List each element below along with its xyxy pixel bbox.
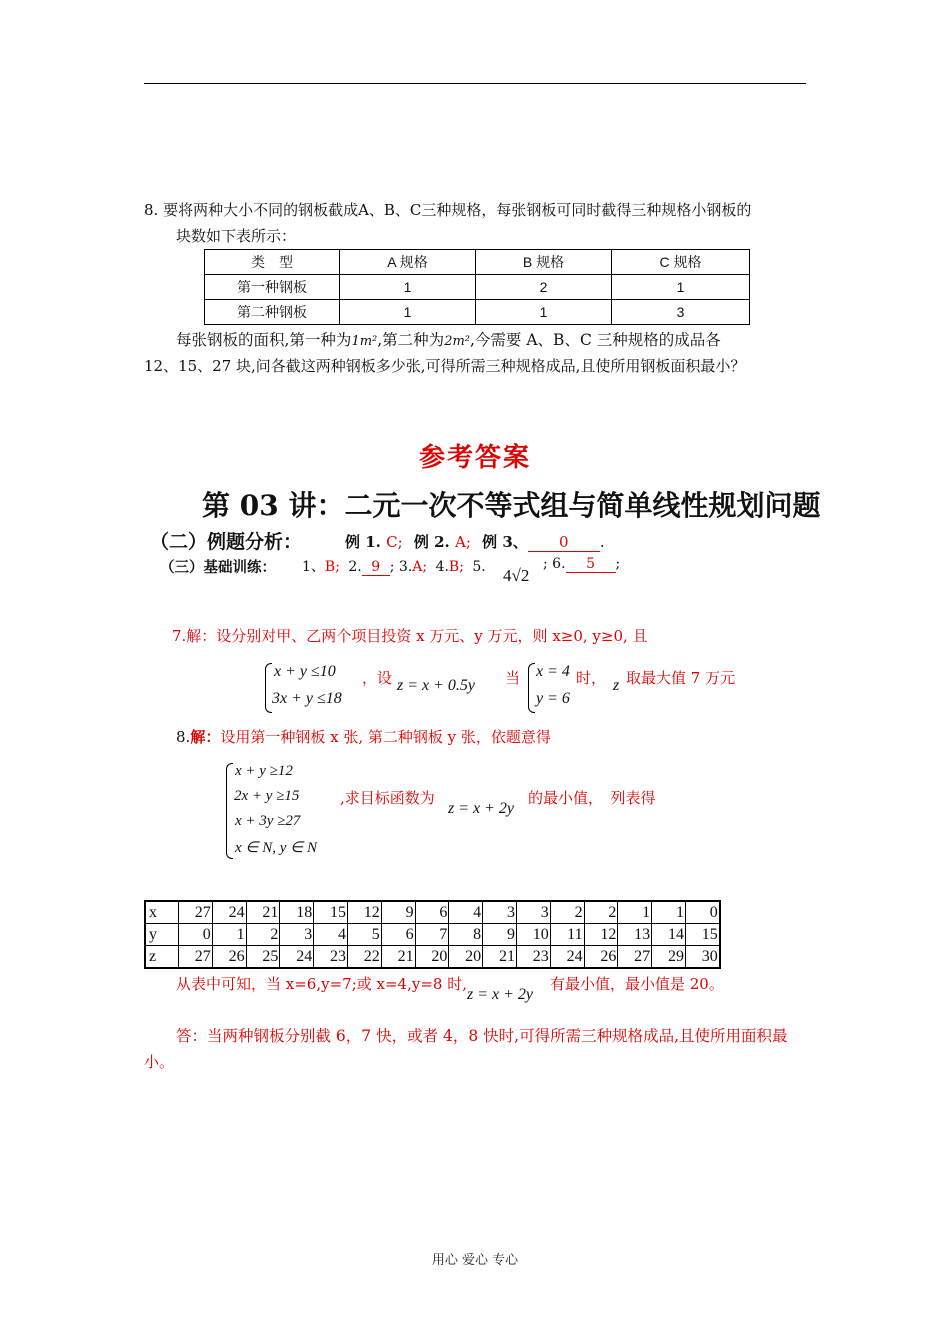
spec-cell: 3 xyxy=(612,300,750,325)
table-cell: 30 xyxy=(685,946,719,969)
spec-header-cell: A 规格 xyxy=(340,250,476,275)
table-cell: 13 xyxy=(618,924,652,946)
problem8-line1: 8. 要将两种大小不同的钢板截成A、B、C三种规格，每张钢板可同时截得三种规格小钢板的 xyxy=(144,201,752,219)
b2-answer: 9 xyxy=(362,559,390,576)
spec-header-cell: B 规格 xyxy=(476,250,612,275)
b5-answer: 4√2 xyxy=(503,566,530,585)
section3-label: （三）基础训练： xyxy=(160,559,276,576)
spec-table-row xyxy=(205,300,750,325)
sol8-answer-line2: 小。 xyxy=(144,1053,175,1071)
section2-answers xyxy=(345,531,605,552)
sol8-ineq: 2x + y ≥15 xyxy=(234,788,300,804)
sol8-answer-line1: 答：当两种钢板分别截 6，7 快，或者 4，8 快时,可得所需三种规格成品,且使所用面积最 xyxy=(176,1027,788,1045)
table-cell: 2 xyxy=(550,901,584,924)
sol7-z: z xyxy=(613,677,620,694)
sol7-cond-brace xyxy=(528,663,535,713)
ex2-answer: A; xyxy=(455,533,471,551)
table-cell: 20 xyxy=(449,946,483,969)
sol8-conclusion-objective: z = x + 2y xyxy=(467,986,534,1003)
table-cell: z xyxy=(145,946,179,969)
sol8-num: 8. xyxy=(176,728,191,746)
spec-cell: 第一种钢板 xyxy=(205,275,340,300)
spec-header-cell: 类 型 xyxy=(205,250,340,275)
problem8-line3 xyxy=(176,330,721,352)
table-cell: 27 xyxy=(618,946,652,969)
table-cell: 24 xyxy=(280,946,314,969)
table-cell: 29 xyxy=(652,946,686,969)
table-cell: 23 xyxy=(314,946,348,969)
b6-end: ; xyxy=(615,556,621,572)
sol8-jie: 解： xyxy=(190,728,221,746)
ex3-label: 例 3、 xyxy=(482,533,528,551)
ex1-answer: C; xyxy=(386,533,403,551)
line3-part-c: ,今需要 A、B、C 三种规格的成品各 xyxy=(470,331,721,349)
line3-part-a: 每张钢板的面积,第一种为 xyxy=(176,331,352,349)
b6-label: ; 6. xyxy=(543,556,566,572)
table-cell: 24 xyxy=(212,901,246,924)
table-cell: 2 xyxy=(584,901,618,924)
spec-cell: 第二种钢板 xyxy=(205,300,340,325)
table-cell: 8 xyxy=(449,924,483,946)
table-cell: 12 xyxy=(347,901,381,924)
table-cell: 22 xyxy=(347,946,381,969)
sol8-conclusion-a: 从表中可知，当 x=6,y=7;或 x=4,y=8 时, xyxy=(176,975,467,993)
spec-cell: 1 xyxy=(476,300,612,325)
table-cell: 3 xyxy=(516,901,550,924)
table-cell: y xyxy=(145,924,179,946)
spec-table-header xyxy=(205,250,750,275)
sol8-objective: z = x + 2y xyxy=(448,800,515,817)
table-cell: 27 xyxy=(179,946,213,969)
ex3-period: . xyxy=(599,533,605,551)
spec-cell: 2 xyxy=(476,275,612,300)
sol7-intro: 7.解：设分别对甲、乙两个项目投资 x 万元、y 万元，则 x≥0, y≥0, 且 xyxy=(172,627,648,645)
table-cell: 7 xyxy=(415,924,449,946)
sol8-ineq: x + 3y ≥27 xyxy=(235,813,301,829)
sol7-cond1: x = 4 xyxy=(536,663,570,680)
lecture-title: 第 03 讲：二元一次不等式组与简单线性规划问题 xyxy=(202,489,821,522)
table-cell: 15 xyxy=(314,901,348,924)
table-cell: 21 xyxy=(483,946,517,969)
sol8-intro-line xyxy=(176,727,551,747)
area2: 2m² xyxy=(444,334,470,349)
sol7-ineq2: 3x + y ≤18 xyxy=(272,690,342,707)
table-cell: 0 xyxy=(179,924,213,946)
problem8-line2: 块数如下表所示： xyxy=(176,227,297,245)
sol8-ineq: x + y ≥12 xyxy=(235,763,293,779)
b3-label: ; 3. xyxy=(389,559,413,575)
b1-label: 1、 xyxy=(302,559,325,575)
b6-group xyxy=(543,556,620,573)
table-row-y xyxy=(145,924,720,946)
table-cell: 21 xyxy=(246,901,280,924)
answers-title: 参考答案 xyxy=(418,443,531,473)
spec-cell: 1 xyxy=(340,275,476,300)
table-cell: 26 xyxy=(584,946,618,969)
spec-table xyxy=(204,249,750,325)
sol8-intro: 设用第一种钢板 x 张, 第二种钢板 y 张，依题意得 xyxy=(220,728,551,746)
sol7-result: 取最大值 7 万元 xyxy=(626,669,736,687)
sol8-tail: 的最小值， 列表得 xyxy=(528,789,656,807)
area1: 1m² xyxy=(351,334,378,349)
table-cell: x xyxy=(145,901,179,924)
table-cell: 0 xyxy=(685,901,719,924)
sol7-set-label: ，设 xyxy=(362,669,393,687)
table-cell: 12 xyxy=(584,924,618,946)
sol7-objective: z = x + 0.5y xyxy=(397,677,476,694)
ex3-answer: 0 xyxy=(528,533,600,552)
table-cell: 4 xyxy=(449,901,483,924)
sol8-target-label: ,求目标函数为 xyxy=(340,789,435,807)
table-cell: 4 xyxy=(314,924,348,946)
sol8-conclusion-b: 有最小值，最小值是 20。 xyxy=(550,975,724,993)
table-cell: 1 xyxy=(618,901,652,924)
line3-part-b: ,第二种为 xyxy=(377,331,445,349)
table-cell: 9 xyxy=(483,924,517,946)
sol7-ineq1: x + y ≤10 xyxy=(274,663,336,680)
enumeration-table xyxy=(144,900,721,969)
problem8-line4: 12、15、27 块,问各截这两种钢板多少张,可得所需三种规格成品,且使所用钢板面积最小？ xyxy=(144,357,746,375)
table-cell: 9 xyxy=(381,901,415,924)
sol8-ineq: x ∈ N, y ∈ N xyxy=(235,840,317,856)
b6-answer: 5 xyxy=(566,556,616,573)
page-footer: 用心 爱心 专心 xyxy=(431,1253,519,1268)
table-row-x xyxy=(145,901,720,924)
spec-header-cell: C 规格 xyxy=(612,250,750,275)
sol7-cond2: y = 6 xyxy=(536,690,570,707)
table-cell: 27 xyxy=(179,901,213,924)
table-cell: 24 xyxy=(550,946,584,969)
table-cell: 15 xyxy=(685,924,719,946)
b3-answer: A; xyxy=(412,559,428,575)
table-cell: 10 xyxy=(516,924,550,946)
b2-label: 2. xyxy=(348,559,362,575)
ex1-label: 例 1. xyxy=(345,533,381,551)
sol7-time-label: 时， xyxy=(576,669,607,687)
table-cell: 6 xyxy=(381,924,415,946)
table-cell: 3 xyxy=(483,901,517,924)
header-rule xyxy=(144,83,806,84)
spec-cell: 1 xyxy=(340,300,476,325)
b1-answer: B; xyxy=(324,559,340,575)
spec-table-row xyxy=(205,275,750,300)
table-cell: 25 xyxy=(246,946,280,969)
spec-cell: 1 xyxy=(612,275,750,300)
table-cell: 20 xyxy=(415,946,449,969)
table-cell: 21 xyxy=(381,946,415,969)
table-cell: 14 xyxy=(652,924,686,946)
sol7-brace xyxy=(265,663,272,713)
section2-label: （二）例题分析： xyxy=(150,531,303,553)
table-cell: 1 xyxy=(652,901,686,924)
sol7-when-label: 当 xyxy=(505,669,521,687)
table-row-z xyxy=(145,946,720,969)
table-cell: 1 xyxy=(212,924,246,946)
table-cell: 26 xyxy=(212,946,246,969)
section3-answers xyxy=(302,556,486,576)
b5-label: 5. xyxy=(472,559,486,575)
table-cell: 2 xyxy=(246,924,280,946)
b4-label: 4. xyxy=(435,559,449,575)
table-cell: 23 xyxy=(516,946,550,969)
ex2-label: 例 2. xyxy=(413,533,450,551)
sol8-brace xyxy=(226,763,233,859)
table-cell: 6 xyxy=(415,901,449,924)
table-cell: 3 xyxy=(280,924,314,946)
table-cell: 11 xyxy=(550,924,584,946)
table-cell: 18 xyxy=(280,901,314,924)
table-cell: 5 xyxy=(347,924,381,946)
b4-answer: B; xyxy=(448,559,464,575)
